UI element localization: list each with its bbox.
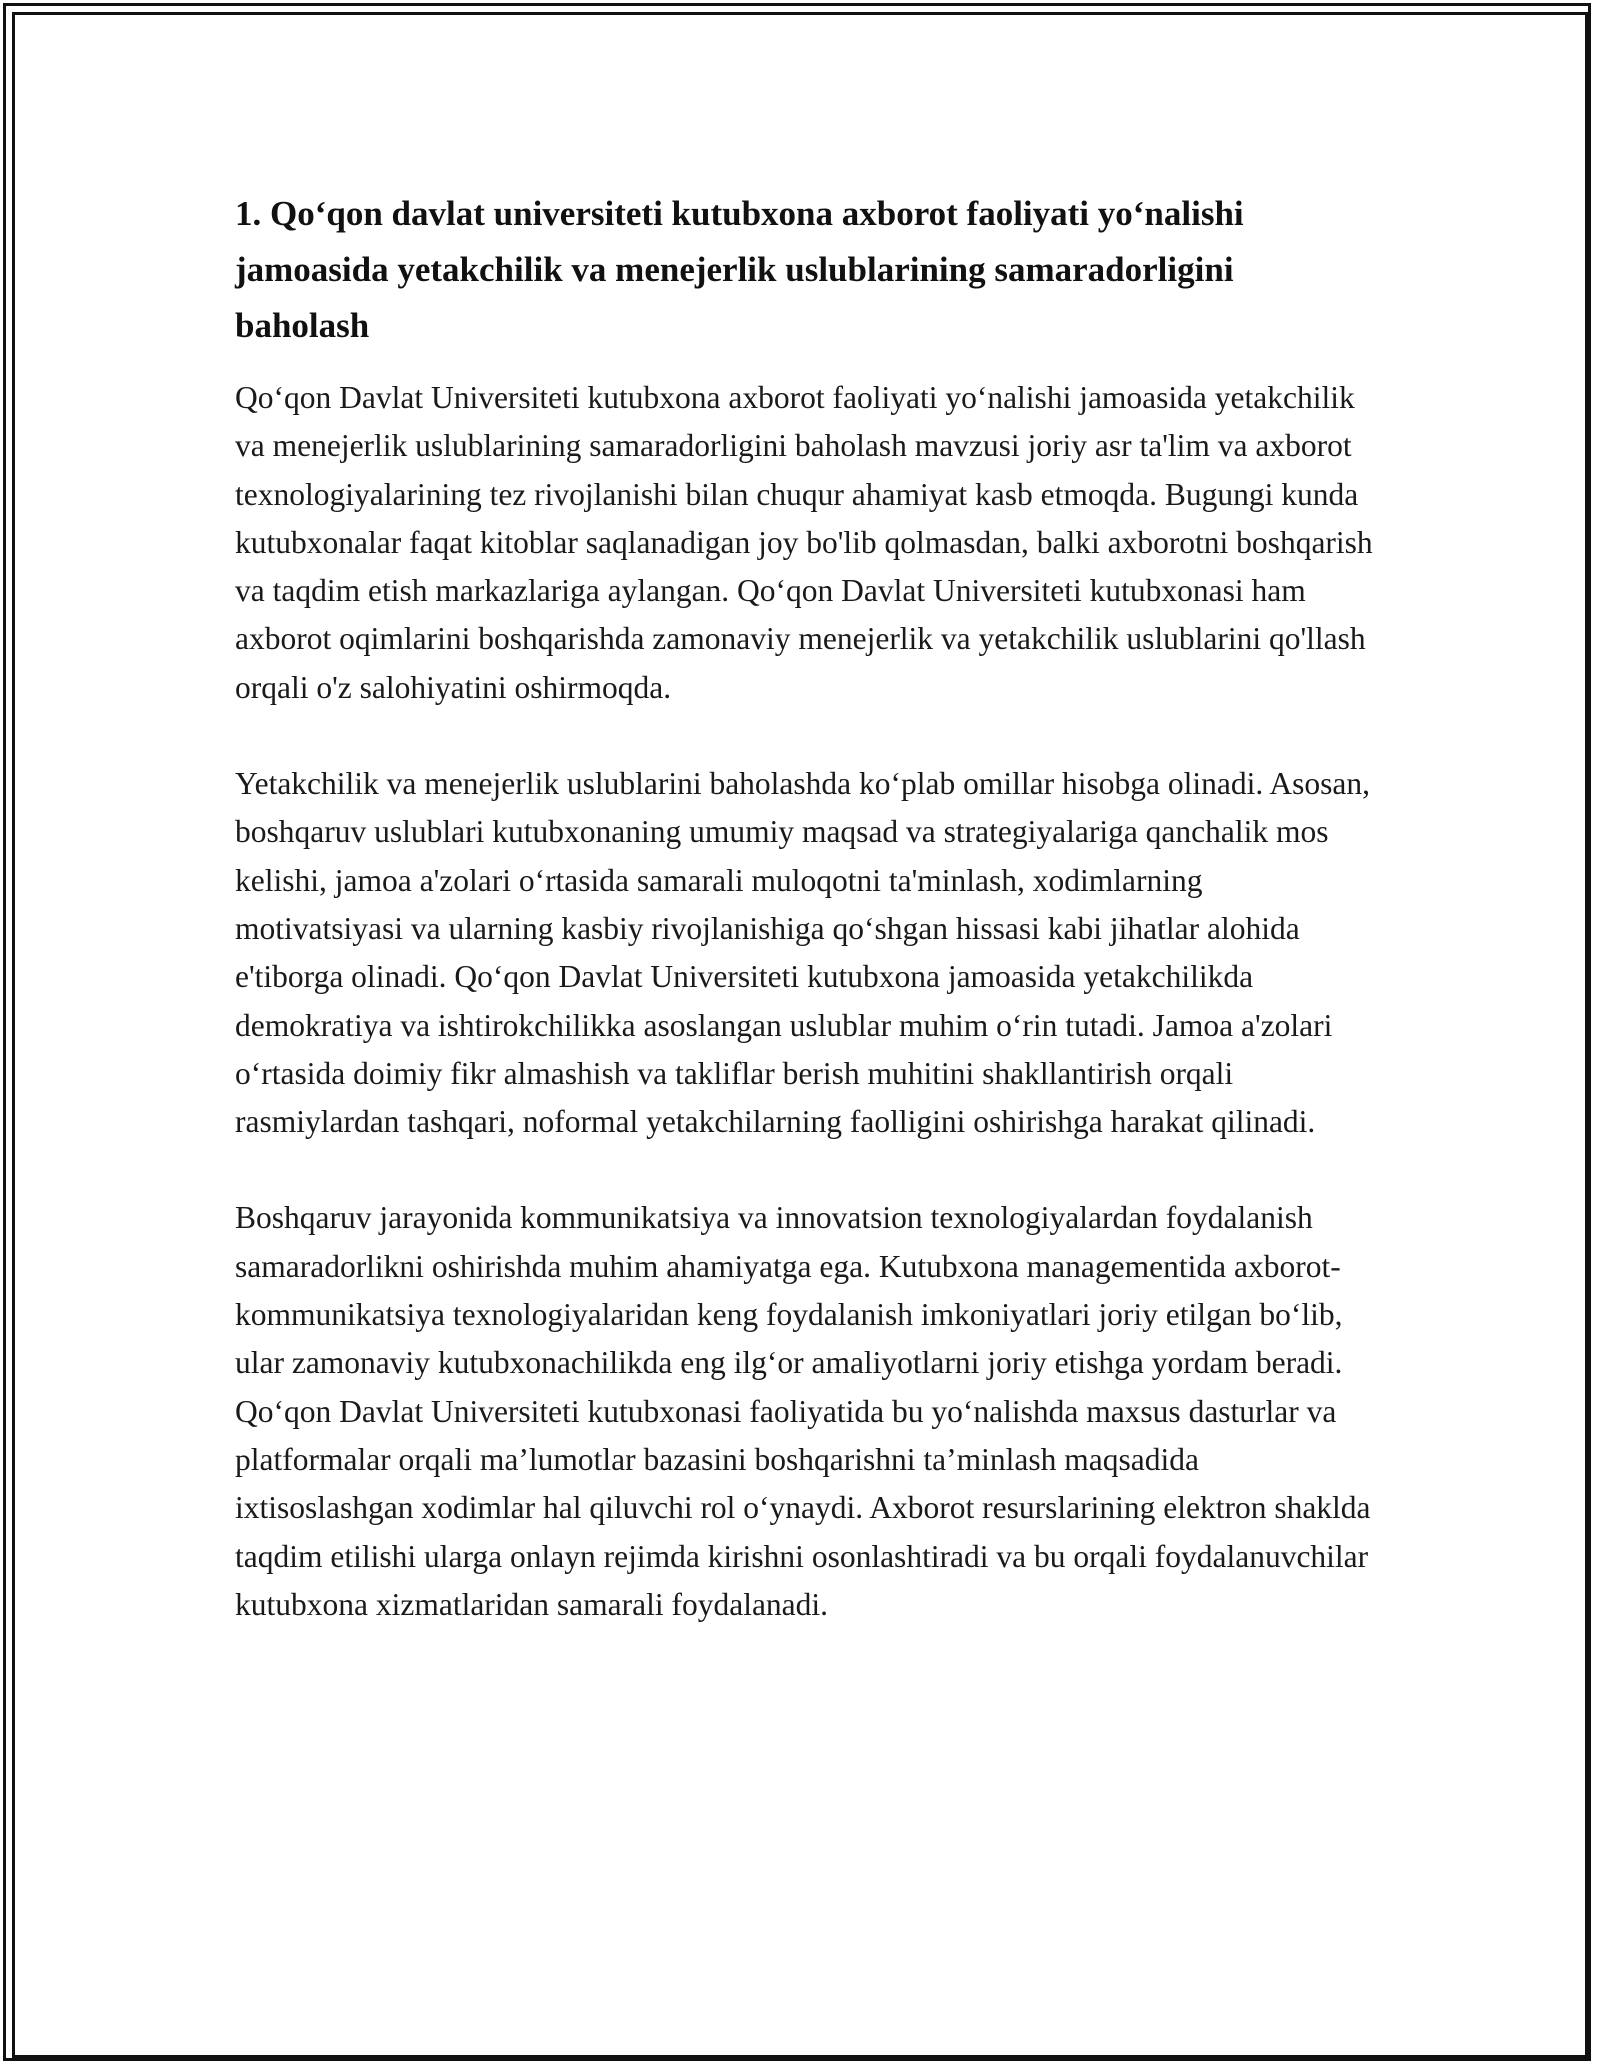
paragraph-3: Boshqaruv jarayonida kommunikatsiya va innovatsion texnologiyalardan foydalanish samaradorlikni oshirishda muhim ahamiyatga ega. Kutubxona managementida axborot-kommunikatsiya texnologiyalaridan keng foydalanish imkoniyatlari joriy etilgan bo‘lib, ular zamonaviy kutubxonachilikda eng ilg‘or amaliyotlarni joriy etishga yordam beradi. Qo‘qon Davlat Universiteti kutubxonasi faoliyatida bu yo‘nalishda maxsus dasturlar va platformalar orqali ma’lumotlar bazasini boshqarishni ta’minlash maqsadida ixtisoslashgan xodimlar hal qiluvchi rol o‘ynaydi. Axborot resurslarining elektron shaklda taqdim etilishi ularga onlayn rejimda kirishni osonlashtiradi va bu orqali foydalanuvchilar kutubxona xizmatlaridan samarali foydalanadi. <box>235 1200 1371 1622</box>
document-title: 1. Qo‘qon davlat universiteti kutubxona axborot faoliyati yo‘nalishi jamoasida yetakchilik va menejerlik uslublarining samaradorligini baholash <box>235 194 1244 345</box>
document-body <box>235 186 1375 1677</box>
paragraph-1: Qo‘qon Davlat Universiteti kutubxona axborot faoliyati yo‘nalishi jamoasida yetakchilik va menejerlik uslublarining samaradorligini baholash mavzusi joriy asr ta'lim va axborot texnologiyalarining tez rivojlanishi bilan chuqur ahamiyat kasb etmoqda. Bugungi kunda kutubxonalar faqat kitoblar saqlanadigan joy bo'lib qolmasdan, balki axborotni boshqarish va taqdim etish markazlariga aylangan. Qo‘qon Davlat Universiteti kutubxonasi ham axborot oqimlarini boshqarishda zamonaviy menejerlik va yetakchilik uslublarini qo'llash orqali o'z salohiyatini oshirmoqda. <box>235 380 1373 705</box>
paragraph-2: Yetakchilik va menejerlik uslublarini baholashda ko‘plab omillar hisobga olinadi. Asosan, boshqaruv uslublari kutubxonaning umumiy maqsad va strategiyalariga qanchalik mos kelishi, jamoa a'zolari o‘rtasida samarali muloqotni ta'minlash, xodimlarning motivatsiyasi va ularning kasbiy rivojlanishiga qo‘shgan hissasi kabi jihatlar alohida e'tiborga olinadi. Qo‘qon Davlat Universiteti kutubxona jamoasida yetakchilikda demokratiya va ishtirokchilikka asoslangan uslublar muhim o‘rin tutadi. Jamoa a'zolari o‘rtasida doimiy fikr almashish va takliflar berish muhitini shakllantirish orqali rasmiylardan tashqari, noformal yetakchilarning faolligini oshirishga harakat qilinadi. <box>235 766 1370 1140</box>
